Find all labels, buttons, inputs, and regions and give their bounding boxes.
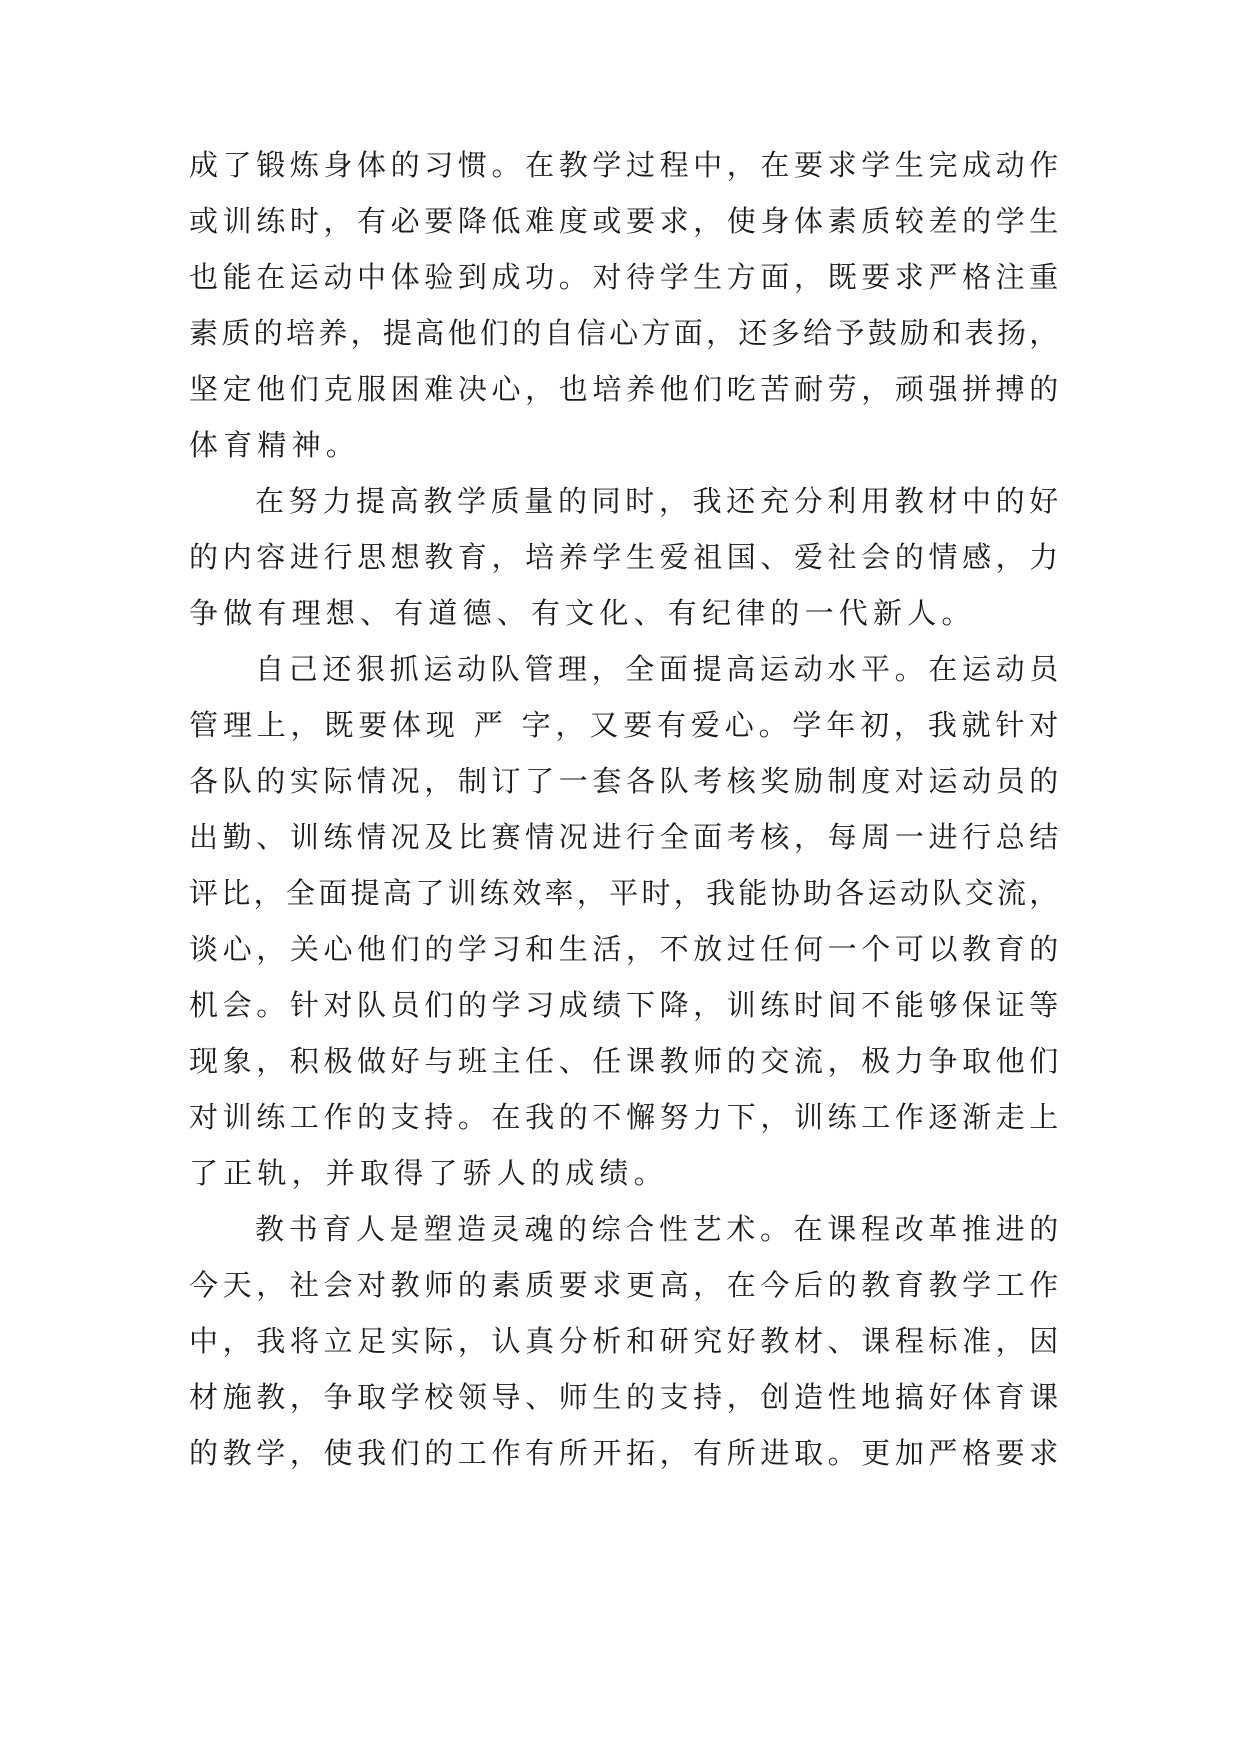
text-line: 成了锻炼身体的习惯。在教学过程中，在要求学生完成动作 — [189, 148, 1059, 182]
text-line: 评比，全面提高了训练效率，平时，我能协助各运动队交流， — [189, 876, 1059, 910]
text-line: 现象，积极做好与班主任、任课教师的交流，极力争取他们 — [189, 1044, 1059, 1078]
text-line: 或训练时，有必要降低难度或要求，使身体素质较差的学生 — [189, 204, 1059, 238]
text-line: 坚定他们克服困难决心，也培养他们吃苦耐劳，顽强拼搏的 — [189, 372, 1059, 406]
text-line: 争做有理想、有道德、有文化、有纪律的一代新人。 — [189, 596, 976, 630]
text-line: 对训练工作的支持。在我的不懈努力下，训练工作逐渐走上 — [189, 1100, 1059, 1134]
text-line: 的教学，使我们的工作有所开拓，有所进取。更加严格要求 — [189, 1436, 1059, 1470]
text-line: 出勤、训练情况及比赛情况进行全面考核，每周一进行总结 — [189, 820, 1059, 854]
text-line: 今天，社会对教师的素质要求更高，在今后的教育教学工作 — [189, 1268, 1059, 1302]
text-line: 各队的实际情况，制订了一套各队考核奖励制度对运动员的 — [189, 764, 1059, 798]
text-line: 机会。针对队员们的学习成绩下降，训练时间不能够保证等 — [189, 988, 1059, 1022]
paragraph-first-line: 教书育人是塑造灵魂的综合性艺术。在课程改革推进的 — [255, 1212, 1059, 1246]
text-line: 材施教，争取学校领导、师生的支持，创造性地搞好体育课 — [189, 1380, 1059, 1414]
paragraph-first-line: 在努力提高教学质量的同时，我还充分利用教材中的好 — [255, 484, 1059, 518]
text-line: 谈心，关心他们的学习和生活，不放过任何一个可以教育的 — [189, 932, 1059, 966]
text-line: 的内容进行思想教育，培养学生爱祖国、爱社会的情感，力 — [189, 540, 1059, 574]
text-line: 素质的培养，提高他们的自信心方面，还多给予鼓励和表扬， — [189, 316, 1059, 350]
text-line: 了正轨，并取得了骄人的成绩。 — [189, 1156, 668, 1190]
text-line: 中，我将立足实际，认真分析和研究好教材、课程标准，因 — [189, 1324, 1059, 1358]
paragraph-first-line: 自己还狠抓运动队管理，全面提高运动水平。在运动员 — [255, 652, 1059, 686]
text-line: 管理上，既要体现 严 字，又要有爱心。学年初，我就针对 — [189, 708, 1059, 742]
text-line: 体育精神。 — [189, 428, 361, 462]
text-line: 也能在运动中体验到成功。对待学生方面，既要求严格注重 — [189, 260, 1059, 294]
